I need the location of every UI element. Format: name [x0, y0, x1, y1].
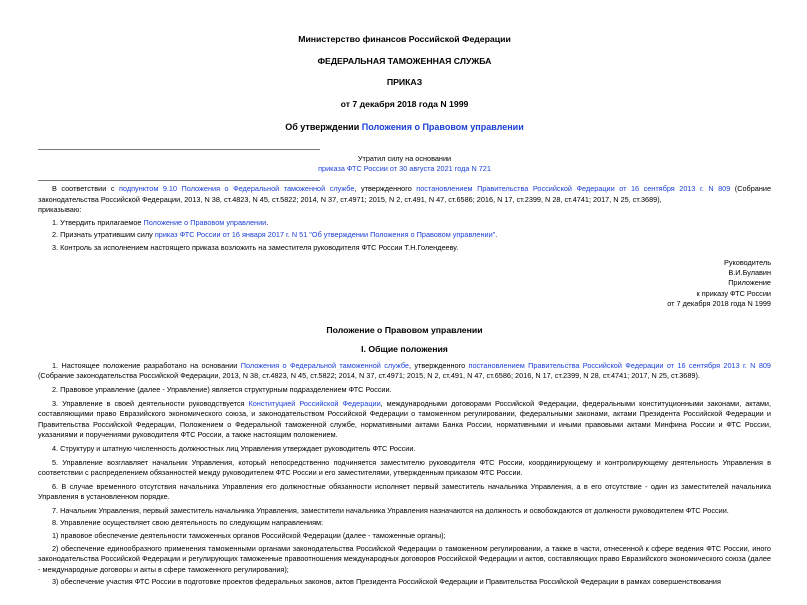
preamble-link-clause[interactable]: подпунктом 9.10 Положения о Федеральной таможенной службе: [118, 183, 355, 193]
lost-force-text: Утратил силу на основании: [357, 153, 452, 163]
document-page: [0, 34, 807, 605]
order-item-2: [38, 230, 771, 241]
appendix-date: от 7 декабря 2018 года N 1999: [667, 299, 771, 309]
doc-type-heading: ПРИКАЗ: [386, 77, 423, 88]
divider-bottom: [38, 180, 320, 181]
regulation-paragraph-4: 4. Структуру и штатную численность должностных лиц Управления утверждает руководитель ФТС России.: [52, 443, 416, 453]
regulation-paragraph-7: 7. Начальник Управления, первый заместитель начальника Управления, заместители начальника Управления назначаются на должность и освобождаются от должности руководителем ФТС России.: [52, 505, 729, 515]
appendix-label: Приложение: [728, 278, 771, 288]
reg-p1-link-regulation[interactable]: Положения о Федеральной таможенной службе: [240, 360, 409, 370]
ministry-heading: Министерство финансов Российской Федерации: [298, 34, 511, 44]
preamble-paragraph: [38, 184, 771, 205]
regulation-paragraph-6: 6. В случае временного отсутствия начальника Управления его должностные обязанности исполняет первый заместитель начальника Управления, а в его отсутствие - один из заместителей начальника Управления в установленном порядке.: [38, 481, 771, 502]
item-2-text: 2. Признать утратившим силу: [52, 230, 155, 240]
item-1-link[interactable]: Положение о Правовом управлении: [143, 217, 267, 227]
preamble-link-resolution[interactable]: постановлением Правительства Российской Федерации от 16 сентября 2013 г. N 809: [416, 183, 731, 193]
regulation-paragraph-8-2: 2) обеспечение единообразного применения таможенными органами законодательства Российской Федерации о таможенном регулировании, а также в части, отнесенной к сфере ведения ФТС России, иного законодательства Российской Федерации и регулирующих таможенные правоотношения международных договоров Российской Федерации и актов, составляющих право Евразийского экономического союза (далее - международные договоры и акты в сфере таможенного регулирования);: [38, 543, 771, 574]
item-1-end: .: [266, 217, 269, 227]
preamble-text-2: , утвержденного: [354, 183, 417, 193]
lost-force-note: [38, 154, 771, 174]
reg-p1-text-3: (Собрание законодательства Российской Федерации, 2013, N 38, ст.4823, N 45, ст.5822; 2014, N 37, ст.4971; 2015, N 2, ст.491, N 47, ст.6586; 2016, N 17, ст.2399, N 28, ст.4741; 2017, N 25, ст.3689).: [38, 371, 700, 381]
reg-p1-text-2: , утвержденного: [408, 360, 469, 370]
reg-p1-link-resolution[interactable]: постановлением Правительства Российской Федерации от 16 сентября 2013 г. N 809: [468, 360, 771, 370]
order-item-1: [38, 218, 771, 229]
service-heading: ФЕДЕРАЛЬНАЯ ТАМОЖЕННАЯ СЛУЖБА: [317, 55, 492, 66]
item-1-text: 1. Утвердить прилагаемое: [52, 217, 144, 227]
reg-p3-text-2: , международными договорами Российской Федерации, федеральными конституционными законами, актами, составляющими право Евразийского экономического союза, и законодательством Российской Федерации о таможенном регулировании, федеральными законами, актами Президента Российской Федерации и Правительства Российской Федерации, Положением о Федеральной таможенной службе, нормативными актами Банка России, нормативными и иными правовыми актами Минфина России и ФТС России, указаниями и поручениями руководителя ФТС России, а также настоящим положением.: [38, 398, 771, 440]
signature-name: В.И.Булавин: [728, 267, 771, 277]
item-2-link[interactable]: приказ ФТС России от 16 января 2017 г. N 51 "Об утверждении Положения о Правовом управлении": [154, 230, 496, 240]
regulation-paragraph-2: 2. Правовое управление (далее - Управление) является структурным подразделением ФТС России.: [52, 384, 392, 394]
regulation-paragraph-8-3: 3) обеспечение участия ФТС России в подготовке проектов федеральных законов, актов Президента Российской Федерации и Правительства Российской Федерации в рамках совершенствования: [52, 577, 721, 587]
regulation-paragraph-3: [38, 399, 771, 441]
regulation-paragraph-1: [38, 361, 771, 382]
divider-top: [38, 149, 320, 150]
regulation-paragraph-8-1: 1) правовое обеспечение деятельности таможенных органов Российской Федерации (далее - таможенные органы);: [52, 531, 446, 541]
regulation-title: Положение о Правовом управлении: [326, 324, 483, 335]
signature-role: Руководитель: [723, 257, 771, 267]
regulation-paragraph-5: 5. Управление возглавляет начальник Управления, который непосредственно подчиняется заместителю руководителя ФТС России, координирующему и контролирующему деятельность Управления в соответствии с распределением обязанностей между руководителем ФТС России и его заместителями, утвержденным приказом ФТС России.: [38, 457, 771, 478]
order-word: приказываю:: [38, 205, 82, 215]
signature-block: [38, 258, 771, 310]
reg-p3-text-1: 3. Управление в своей деятельности руководствуется: [52, 398, 249, 408]
order-item-3: 3. Контроль за исполнением настоящего приказа возложить на заместителя руководителя ФТС России Т.Н.Голендееву.: [52, 242, 459, 252]
doc-title-prefix: Об утверждении: [285, 122, 362, 133]
appendix-reference: к приказу ФТС России: [696, 288, 771, 298]
reg-p1-text-1: 1. Настоящее положение разработано на основании: [52, 360, 241, 370]
item-2-end: .: [495, 230, 498, 240]
doc-title-link[interactable]: Положения о Правовом управлении: [361, 122, 524, 133]
preamble-text-3: (Собрание законодательства Российской Федерации, 2013, N 38, ст.4823, N 45, ст.5822; 2014, N 37, ст.4971; 2015, N 2, ст.491, N 47, ст.6586; 2016, N 17, ст.2399, N 28, ст.4741; 2017, N 25, ст.3689),: [38, 183, 772, 204]
doc-title: [38, 122, 771, 133]
preamble-text-1: В соответствии с: [52, 183, 119, 193]
doc-date-number: от 7 декабря 2018 года N 1999: [340, 98, 469, 109]
reg-p3-link-constitution[interactable]: Конституцией Российской Федерации: [248, 398, 381, 408]
section-title: I. Общие положения: [361, 344, 448, 355]
regulation-paragraph-8: 8. Управление осуществляет свою деятельность по следующим направлениям:: [52, 518, 324, 528]
lost-force-link[interactable]: приказа ФТС России от 30 августа 2021 года N 721: [318, 163, 491, 173]
